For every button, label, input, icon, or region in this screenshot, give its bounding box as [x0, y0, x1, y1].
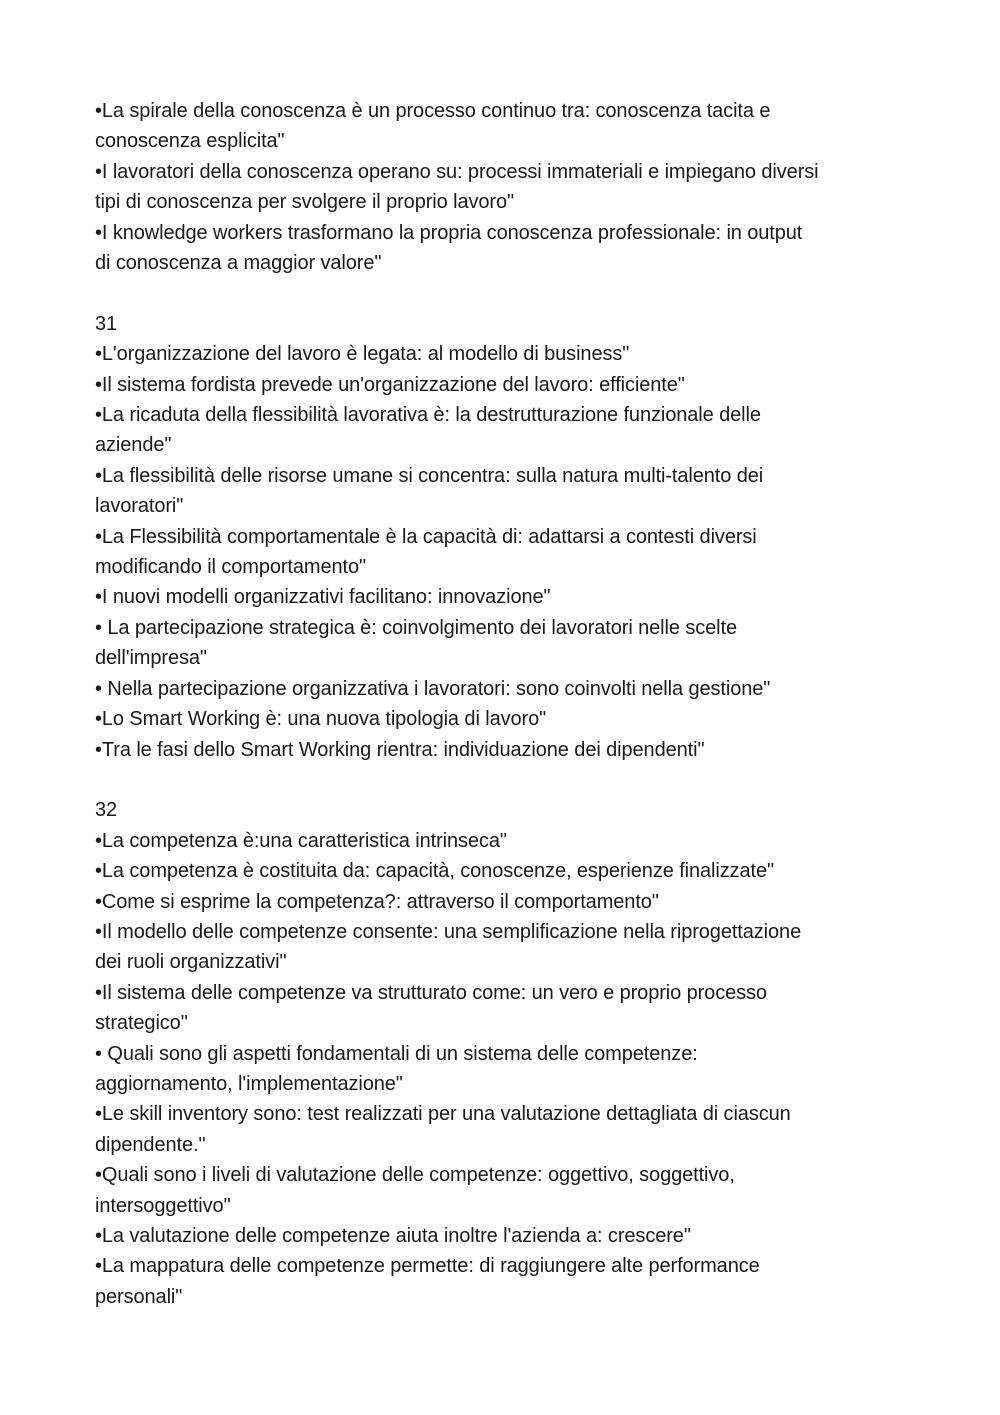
text-line: aziende" [95, 434, 172, 457]
text-line: •Il sistema fordista prevede un'organizzazione del lavoro: efficiente" [95, 373, 685, 396]
text-line: •Lo Smart Working è: una nuova tipologia di lavoro" [95, 708, 547, 731]
text-line: tipi di conoscenza per svolgere il proprio lavoro" [95, 191, 514, 214]
text-line: •La spirale della conoscenza è un processo continuo tra: conoscenza tacita e [95, 100, 771, 122]
text-line: •La competenza è:una caratteristica intrinseca" [95, 829, 507, 852]
text-line: dipendente." [95, 1133, 206, 1156]
paragraph-gap [95, 765, 910, 795]
text-line: •La valutazione delle competenze aiuta inoltre l'azienda a: crescere" [95, 1225, 691, 1247]
text-line: modificando il comportamento" [95, 556, 366, 579]
text-line: conoscenza esplicita" [95, 130, 285, 153]
text-line: •Come si esprime la competenza?: attraverso il comportamento" [95, 890, 659, 913]
text-line: •La flessibilità delle risorse umane si concentra: sulla natura multi-talento dei [95, 464, 764, 487]
text-line: • Nella partecipazione organizzativa i lavoratori: sono coinvolti nella gestione" [95, 677, 771, 700]
text-line: •Tra le fasi dello Smart Working rientra: individuazione dei dipendenti" [95, 738, 705, 761]
text-line: •Il modello delle competenze consente: una semplificazione nella riprogettazione [95, 920, 802, 943]
text-line: •I nuovi modelli organizzativi facilitano: innovazione" [95, 586, 551, 609]
text-line: aggiornamento, l'implementazione" [95, 1072, 403, 1095]
text-line: • Quali sono gli aspetti fondamentali di un sistema delle competenze: [95, 1042, 698, 1065]
section-31 [95, 309, 910, 765]
text-line: •L'organizzazione del lavoro è legata: al modello di business" [95, 343, 630, 366]
document-page [95, 96, 910, 1312]
section-number: 32 [95, 799, 118, 822]
text-line: intersoggettivo" [95, 1194, 231, 1217]
text-line: dell'impresa" [95, 647, 207, 670]
section-32 [95, 795, 910, 1312]
paragraph-gap [95, 278, 910, 308]
section-number: 31 [95, 312, 118, 335]
text-line: •La Flessibilità comportamentale è la capacità di: adattarsi a contesti diversi [95, 525, 757, 548]
intro-block [95, 96, 910, 278]
text-line: • La partecipazione strategica è: coinvolgimento dei lavoratori nelle scelte [95, 616, 737, 639]
text-line: •Il sistema delle competenze va strutturato come: un vero e proprio processo [95, 981, 767, 1004]
text-line: lavoratori" [95, 495, 184, 518]
text-line: •La ricaduta della flessibilità lavorativa è: la destrutturazione funzionale delle [95, 404, 761, 427]
text-line: •La mappatura delle competenze permette: di raggiungere alte performance [95, 1255, 760, 1278]
text-line: •Le skill inventory sono: test realizzati per una valutazione dettagliata di ciascun [95, 1103, 791, 1126]
text-line: •La competenza è costituita da: capacità, conoscenze, esperienze finalizzate" [95, 860, 775, 883]
text-line: personali" [95, 1285, 183, 1308]
text-line: •I lavoratori della conoscenza operano su: processi immateriali e impiegano diversi [95, 160, 819, 183]
text-line: strategico" [95, 1012, 188, 1035]
text-line: •I knowledge workers trasformano la propria conoscenza professionale: in output [95, 221, 803, 244]
text-line: di conoscenza a maggior valore" [95, 252, 382, 275]
text-line: dei ruoli organizzativi" [95, 951, 287, 974]
text-line: •Quali sono i liveli di valutazione delle competenze: oggettivo, soggettivo, [95, 1164, 735, 1187]
